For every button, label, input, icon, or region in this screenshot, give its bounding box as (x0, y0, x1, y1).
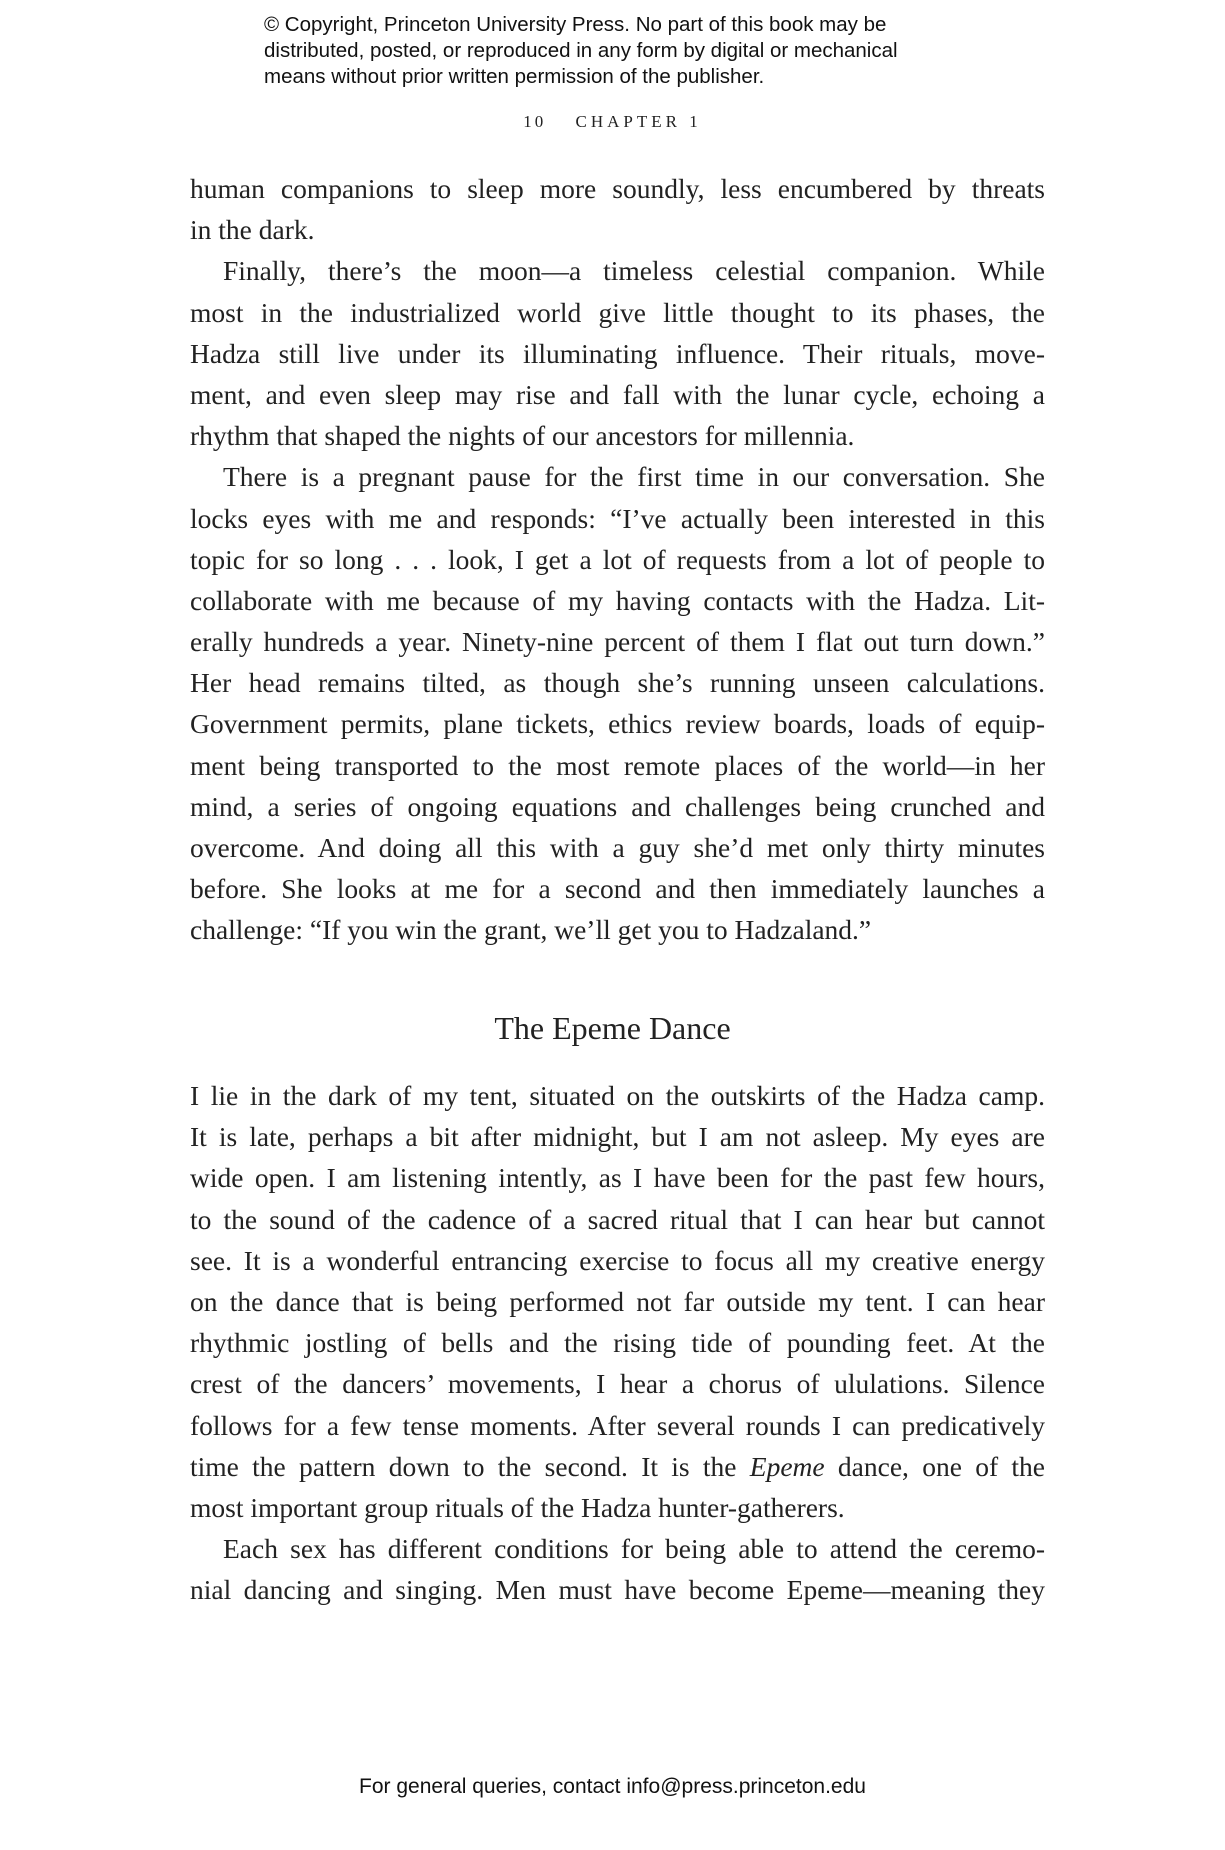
body-text-bottom (190, 1075, 1045, 1610)
text-line: Each sex has different conditions for being able to attend the ceremo- (223, 1533, 1045, 1565)
text-line: most important group rituals of the Hadza hunter-gatherers. (190, 1491, 845, 1523)
italic-term: Epeme (749, 1450, 825, 1482)
copyright-line: © Copyright, Princeton University Press. No part of this book may be (264, 13, 887, 36)
text-line: mind, a series of ongoing equations and challenges being crunched and (190, 790, 1045, 822)
text-line: to the sound of the cadence of a sacred ritual that I can hear but cannot (190, 1203, 1045, 1235)
text-line: follows for a few tense moments. After several rounds I can predicatively (190, 1409, 1045, 1441)
text-line: rhythm that shaped the nights of our ancestors for millennia. (190, 420, 855, 452)
text-line: challenge: “If you win the grant, we’ll get you to Hadzaland.” (190, 914, 872, 946)
text-line: It is late, perhaps a bit after midnight, but I am not asleep. My eyes are (190, 1121, 1045, 1153)
text-line: see. It is a wonderful entrancing exercise to focus all my creative energy (190, 1244, 1045, 1276)
page-number: 10 (523, 112, 547, 131)
body-text-top (190, 168, 1045, 951)
text-line: wide open. I am listening intently, as I have been for the past few hours, (190, 1162, 1045, 1194)
text-line-epeme (190, 1446, 1045, 1487)
text-line: most in the industrialized world give little thought to its phases, the (190, 296, 1045, 328)
text-line: human companions to sleep more soundly, less encumbered by threats (190, 173, 1045, 204)
text-line: Her head remains tilted, as though she’s running unseen calculations. (190, 667, 1045, 699)
text-line: locks eyes with me and responds: “I’ve actually been interested in this (190, 502, 1045, 534)
text-line: crest of the dancers’ movements, I hear a chorus of ululations. Silence (190, 1368, 1045, 1400)
text-line: overcome. And doing all this with a guy she’d met only thirty minutes (190, 832, 1045, 863)
running-head (0, 112, 1225, 132)
text-line: There is a pregnant pause for the first time in our conversation. She (223, 461, 1045, 493)
text-line: erally hundreds a year. Ninety-nine percent of them I flat out turn down.” (190, 626, 1045, 658)
section-heading: The Epeme Dance (494, 1010, 731, 1046)
copyright-notice (264, 12, 1024, 90)
text-line: collaborate with me because of my having contacts with the Hadza. Lit- (190, 584, 1045, 616)
text-line: ment, and even sleep may rise and fall with the lunar cycle, echoing a (190, 378, 1045, 410)
text-line: Government permits, plane tickets, ethics review boards, loads of equip- (190, 708, 1045, 740)
chapter-label: CHAPTER 1 (575, 112, 702, 131)
text-line: ment being transported to the most remote places of the world—in her (190, 749, 1045, 781)
text-run: time the pattern down to the second. It is the (190, 1450, 750, 1482)
text-line: topic for so long . . . look, I get a lot of requests from a lot of people to (190, 543, 1045, 575)
text-line: rhythmic jostling of bells and the rising tide of pounding feet. At the (190, 1327, 1045, 1359)
text-line: Hadza still live under its illuminating influence. Their rituals, move- (190, 337, 1045, 369)
text-line: in the dark. (190, 214, 315, 246)
text-line: nial dancing and singing. Men must have become Epeme—meaning they (190, 1574, 1045, 1606)
text-line: Finally, there’s the moon—a timeless celestial companion. While (223, 255, 1045, 287)
text-line: before. She looks at me for a second and then immediately launches a (190, 873, 1045, 905)
text-line: I lie in the dark of my tent, situated on the outskirts of the Hadza camp. (190, 1080, 1045, 1111)
copyright-line: distributed, posted, or reproduced in any form by digital or mechanical (264, 39, 898, 62)
text-run: dance, one of the (824, 1450, 1045, 1482)
text-line: on the dance that is being performed not far outside my tent. I can hear (190, 1285, 1045, 1317)
footer-contact: For general queries, contact info@press.princeton.edu (359, 1775, 866, 1798)
copyright-line: means without prior written permission of the publisher. (264, 65, 765, 88)
